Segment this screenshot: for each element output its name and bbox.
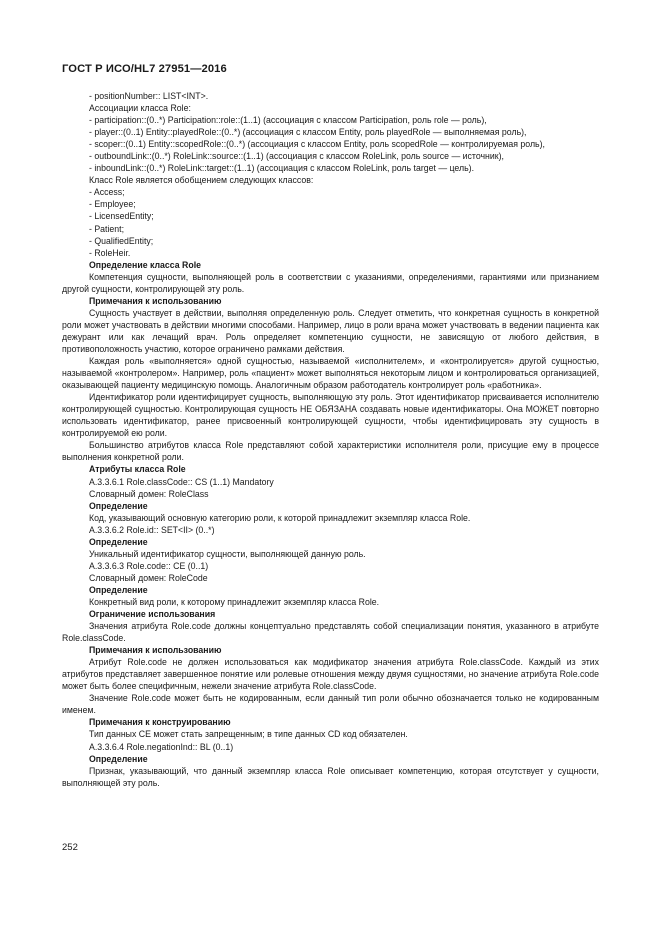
list-item: - inboundLink::(0..*) RoleLink::target::(1..1) (ассоциация с классом RoleLink, роль target — цель).: [89, 163, 475, 174]
paragraph: A.3.3.6.2 Role.id:: SET<II> (0..*): [89, 524, 215, 535]
list-item: - LicensedEntity;: [89, 211, 154, 222]
paragraph: Признак, указывающий, что данный экземпляр класса Role описывает компетенцию, которая отсутствует у сущности, выполняющей эту роль.: [62, 765, 599, 788]
section-heading: Примечания к использованию: [89, 645, 222, 656]
paragraph: Тип данных CE может стать запрещенным; в типе данных CD код обязателен.: [89, 729, 408, 740]
paragraph: Код, указывающий основную категорию роли, к которой принадлежит экземпляр класса Role.: [89, 512, 471, 523]
paragraph: Большинство атрибутов класса Role представляют собой характеристики исполнителя роли, присущие ему в процессе выполнения конкретной роли.: [62, 440, 599, 463]
paragraph: Значение Role.code может быть не кодированным, если данный тип роли обычно обозначается только не кодированным именем.: [62, 693, 599, 716]
paragraph: Каждая роль «выполняется» одной сущностью, называемой «исполнителем», и «контролируется» другой сущностью, называемой «контролером». Например, роль «пациент» может выполняться некоторым лицом и контролироваться организацией, оказывающей пациенту медицинскую помощь. Аналогичным образом работодатель контролирует роль «работника».: [62, 356, 599, 391]
paragraph: Словарный домен: RoleCode: [89, 572, 208, 583]
section-heading: Определение: [89, 753, 148, 764]
paragraph: Ассоциации класса Role:: [89, 103, 191, 114]
list-item: - player::(0..1) Entity::playedRole::(0..*) (ассоциация с классом Entity, роль playedRole — выполняемая роль),: [89, 127, 527, 138]
list-item: - scoper::(0..1) Entity::scopedRole::(0..*) (ассоциация с классом Entity, роль scopedRole — контролируемая роль),: [89, 139, 545, 150]
paragraph: A.3.3.6.4 Role.negationInd:: BL (0..1): [89, 741, 234, 752]
section-heading: Ограничение использования: [89, 609, 216, 620]
list-item: - QualifiedEntity;: [89, 235, 154, 246]
page-number: 252: [62, 842, 78, 853]
paragraph: Сущность участвует в действии, выполняя определенную роль. Следует отметить, что конкретная сущность в конкретной роли может участвовать в действии многими способами. Например, лицо в роли врача может участвовать в ведении пациента как дежурант или как лечащий врач. Роль определяет компетенцию сущности, не зависящую от любого действия, в противоположность участию, которое ограничено рамками действия.: [62, 307, 599, 354]
paragraph: Атрибут Role.code не должен использоваться как модификатор значения атрибута Role.classCode. Каждый из этих атрибутов представляет завершенное понятие или ролевые отношения между двумя сущностями, но значение атрибута Role.code может быть более специфичным, нежели значение атрибута Role.classCode.: [62, 657, 599, 692]
paragraph: Класс Role является обобщением следующих классов:: [89, 175, 314, 186]
paragraph: Словарный домен: RoleClass: [89, 488, 209, 499]
list-item: - Patient;: [89, 223, 125, 234]
paragraph: Компетенция сущности, выполняющей роль в соответствии с указаниями, определениями, гарантиями или признанием другой сущности, контролирующей эту роль.: [62, 271, 599, 294]
paragraph: Конкретный вид роли, к которому принадлежит экземпляр класса Role.: [89, 596, 380, 607]
section-heading: Примечания к использованию: [89, 295, 222, 306]
section-heading: Примечания к конструированию: [89, 717, 231, 728]
paragraph: A.3.3.6.3 Role.code:: CE (0..1): [89, 560, 209, 571]
paragraph: A.3.3.6.1 Role.classCode:: CS (1..1) Mandatory: [89, 476, 274, 487]
list-item: - participation::(0..*) Participation::role::(1..1) (ассоциация с классом Participation, роль role — роль),: [89, 115, 487, 126]
paragraph: Идентификатор роли идентифицирует сущность, выполняющую эту роль. Этот идентификатор присваивается исполнителю контролирующей сущностью. Контролирующая сущность НЕ ОБЯЗАНА создавать новые идентификаторы. Она МОЖЕТ повторно использовать идентификатор, ранее присвоенный контролирующей сущности, чтобы идентифицировать эту сущность в контролируемой ею роли.: [62, 392, 599, 439]
document-header: ГОСТ Р ИСО/HL7 27951—2016: [62, 63, 227, 75]
section-heading: Определение: [89, 500, 148, 511]
list-item: - RoleHeir.: [89, 247, 131, 258]
list-item: - outboundLink::(0..*) RoleLink::source::(1..1) (ассоциация с классом RoleLink, роль source — источник),: [89, 151, 504, 162]
list-item: - positionNumber:: LIST<INT>.: [89, 91, 209, 101]
list-item: - Access;: [89, 187, 125, 198]
document-body: [62, 90, 599, 789]
section-heading: Атрибуты класса Role: [89, 464, 186, 475]
paragraph: Значения атрибута Role.code должны концептуально представлять собой специализации понятия, указанного в атрибуте Role.classCode.: [62, 621, 599, 644]
section-heading: Определение: [89, 536, 148, 547]
section-heading: Определение класса Role: [89, 259, 202, 270]
paragraph: Уникальный идентификатор сущности, выполняющей данную роль.: [89, 548, 366, 559]
section-heading: Определение: [89, 584, 148, 595]
list-item: - Employee;: [89, 199, 136, 210]
